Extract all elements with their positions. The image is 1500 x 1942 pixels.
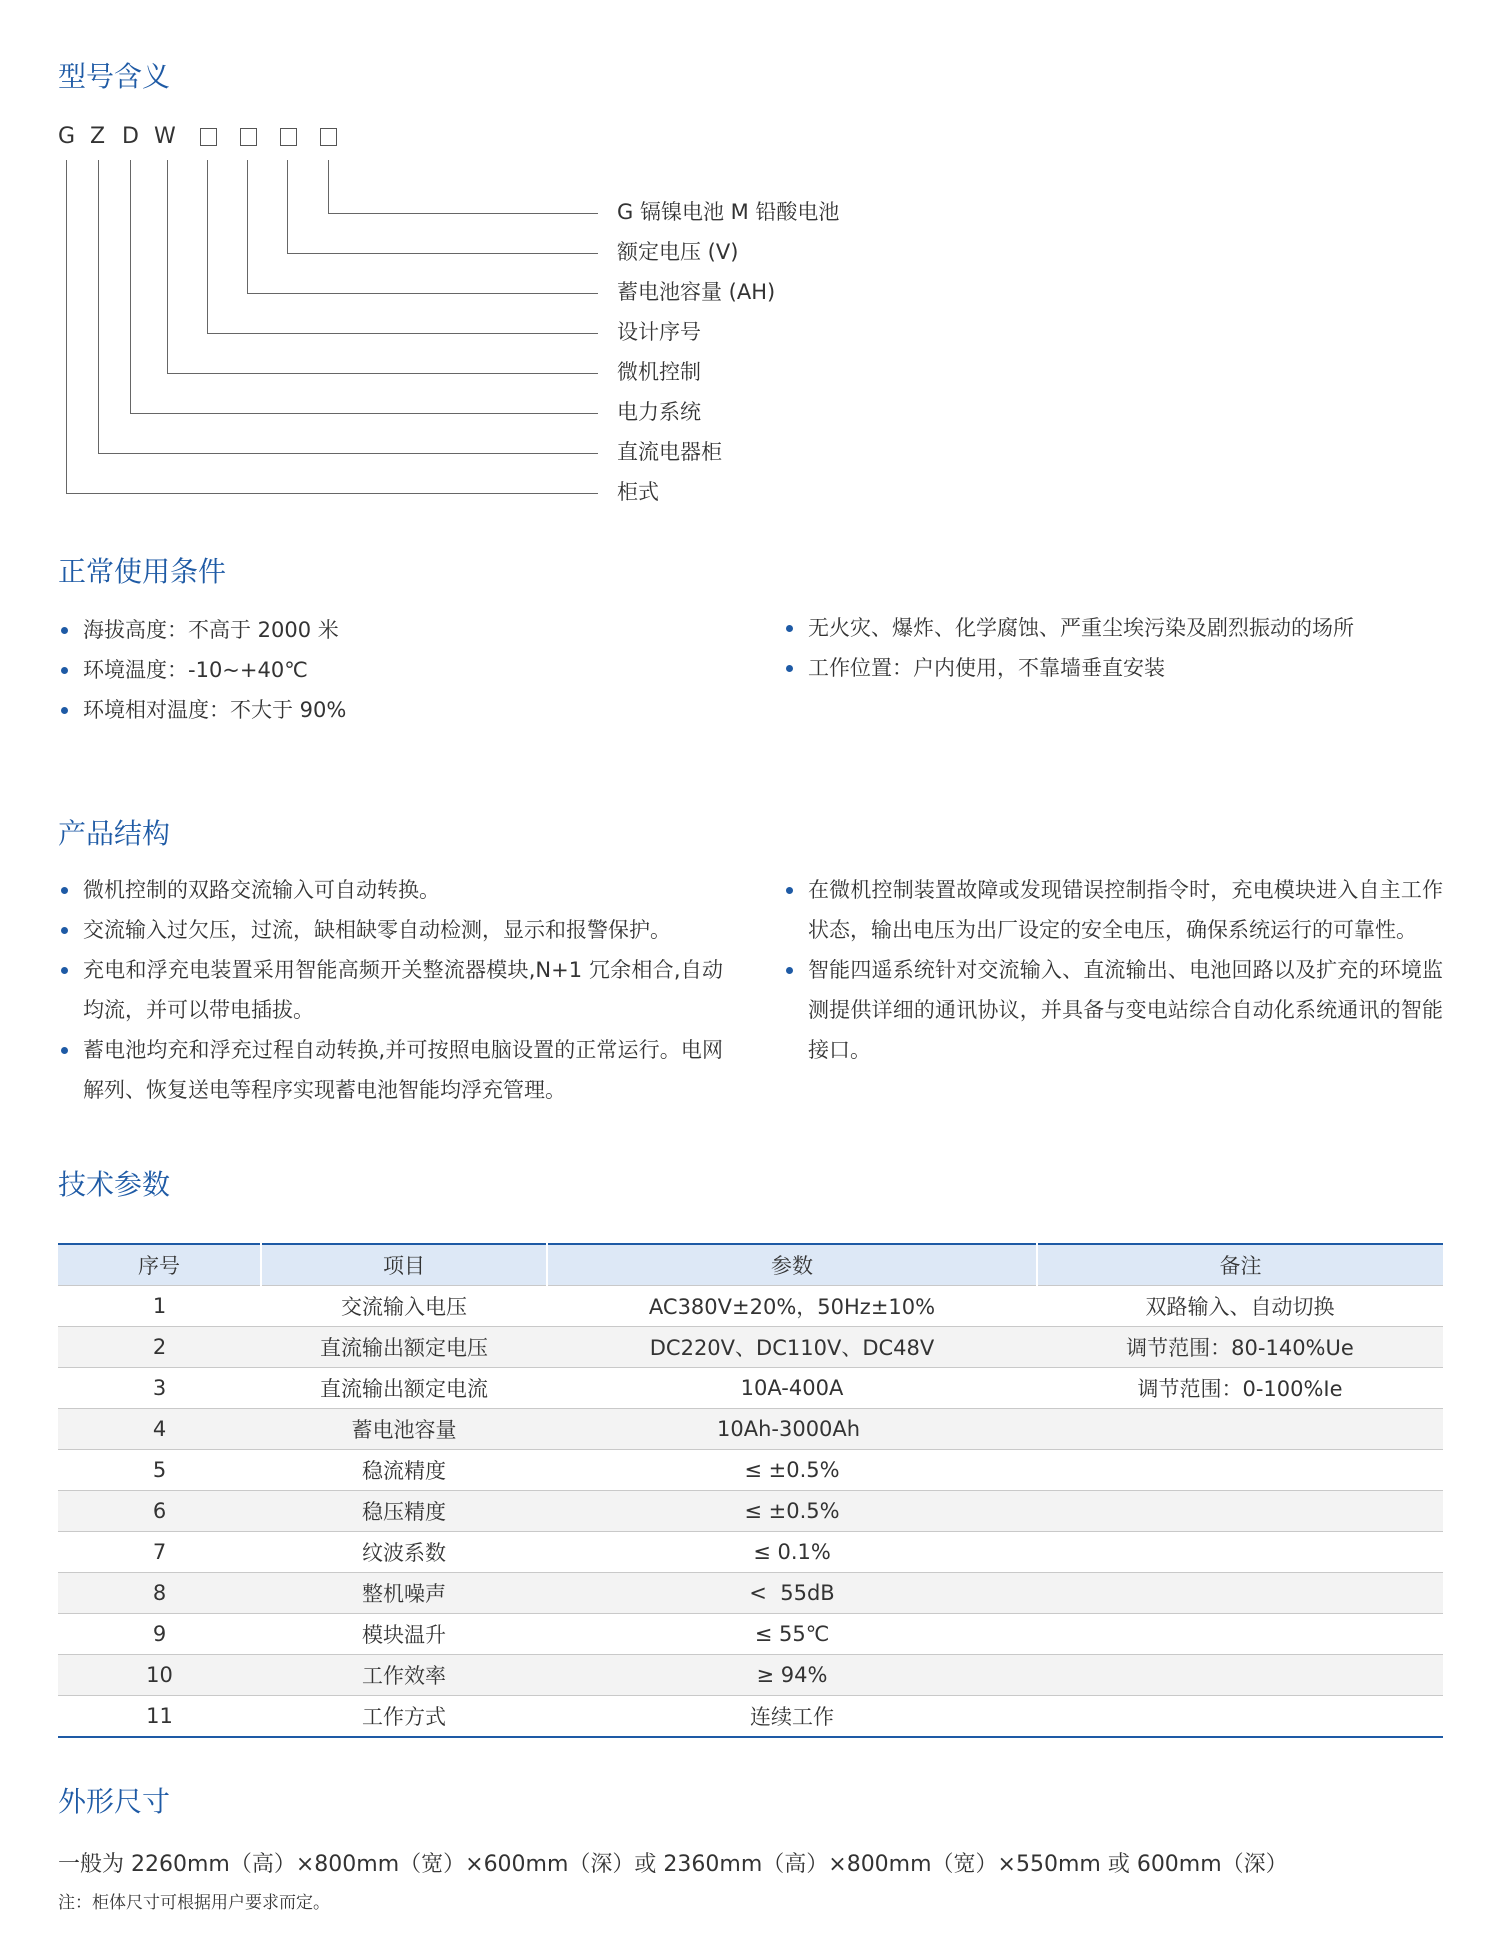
list-item: 无火灾、爆炸、化学腐蚀、严重尘埃污染及剧烈振动的场所 (783, 608, 1463, 648)
table-cell: ≥ 94% (547, 1655, 1037, 1696)
table-cell: ≤ ±0.5% (547, 1450, 1037, 1491)
bullet-icon (61, 967, 68, 974)
bullet-icon (786, 665, 793, 672)
table-cell: 直流输出额定电压 (261, 1327, 547, 1368)
table-row (58, 1655, 1443, 1696)
table-cell: 6 (58, 1491, 261, 1532)
table-cell: 1 (58, 1286, 261, 1327)
connector-line (98, 453, 598, 454)
list-item: 蓄电池均充和浮充过程自动转换,并可按照电脑设置的正常运行。电网解列、恢复送电等程序实现蓄电池智能均浮充管理。 (58, 1030, 723, 1110)
connector-line (66, 160, 67, 493)
list-item: 微机控制的双路交流输入可自动转换。 (58, 870, 723, 910)
table-row (58, 1696, 1443, 1738)
table-cell: 工作效率 (261, 1655, 547, 1696)
table-row (58, 1327, 1443, 1368)
table-cell (1037, 1696, 1443, 1738)
table-row (58, 1286, 1443, 1327)
table-cell: 5 (58, 1450, 261, 1491)
dimensions-note: 注：柜体尺寸可根据用户要求而定。 (58, 1893, 330, 1913)
table-cell: 双路输入、自动切换 (1037, 1286, 1443, 1327)
connector-line (328, 213, 598, 214)
table-cell: AC380V±20%，50Hz±10% (547, 1286, 1037, 1327)
list-item: 交流输入过欠压，过流，缺相缺零自动检测，显示和报警保护。 (58, 910, 723, 950)
table-row (58, 1614, 1443, 1655)
connector-line (287, 253, 598, 254)
table-cell: 3 (58, 1368, 261, 1409)
table-cell: 直流输出额定电流 (261, 1368, 547, 1409)
bullet-icon (61, 1047, 68, 1054)
bullet-icon (786, 887, 793, 894)
table-cell: 7 (58, 1532, 261, 1573)
table-cell: 10 (58, 1655, 261, 1696)
structure-list-right (783, 870, 1443, 1070)
bullet-icon (786, 625, 793, 632)
table-cell: ≤ ±0.5% (547, 1491, 1037, 1532)
bullet-icon (61, 887, 68, 894)
table-cell (1037, 1409, 1443, 1450)
column-header: 参数 (547, 1244, 1037, 1286)
code-letter: W (154, 124, 176, 149)
model-title: 型号含义 (58, 60, 171, 93)
code-placeholder-box (320, 124, 360, 153)
table-cell: ≤ 0.1% (547, 1532, 1037, 1573)
table-cell: DC220V、DC110V、DC48V (547, 1327, 1037, 1368)
connector-line (130, 413, 598, 414)
table-cell: 蓄电池容量 (261, 1409, 547, 1450)
table-cell: 10A-400A (547, 1368, 1037, 1409)
list-item: 环境相对温度：不大于 90% (58, 690, 718, 730)
table-row (58, 1409, 1443, 1450)
table-cell: 9 (58, 1614, 261, 1655)
connector-line (66, 493, 598, 494)
table-cell (1037, 1655, 1443, 1696)
conditions-title: 正常使用条件 (58, 555, 227, 588)
table-cell (1037, 1573, 1443, 1614)
table-cell: 调节范围：0-100%Ie (1037, 1368, 1443, 1409)
model-label: 直流电器柜 (617, 440, 722, 464)
model-label: 电力系统 (617, 400, 701, 424)
dimensions-title: 外形尺寸 (58, 1785, 171, 1818)
model-code (58, 124, 360, 153)
table-cell: 10Ah-3000Ah (547, 1409, 1037, 1450)
model-label: 额定电压 (V) (617, 240, 739, 264)
code-placeholder-box (200, 124, 240, 153)
code-placeholder-box (240, 124, 280, 153)
bullet-icon (786, 967, 793, 974)
column-header: 项目 (261, 1244, 547, 1286)
table-cell: < 55dB (547, 1573, 1037, 1614)
connector-line (167, 160, 168, 373)
connector-line (247, 160, 248, 293)
tech-params-table (58, 1243, 1443, 1738)
list-item: 充电和浮充电装置采用智能高频开关整流器模块,N+1 冗余相合,自动均流，并可以带电插拔。 (58, 950, 723, 1030)
table-cell: 11 (58, 1696, 261, 1738)
code-placeholder-box (280, 124, 320, 153)
list-item: 在微机控制装置故障或发现错误控制指令时，充电模块进入自主工作状态，输出电压为出厂设定的安全电压，确保系统运行的可靠性。 (783, 870, 1443, 950)
table-cell: 纹波系数 (261, 1532, 547, 1573)
conditions-list-right (783, 608, 1463, 688)
table-cell: 模块温升 (261, 1614, 547, 1655)
table-row (58, 1450, 1443, 1491)
table-row (58, 1491, 1443, 1532)
conditions-list-left (58, 610, 718, 730)
code-letter: D (122, 124, 139, 149)
table-cell (1037, 1532, 1443, 1573)
table-cell (1037, 1614, 1443, 1655)
connector-line (247, 293, 598, 294)
model-label: 蓄电池容量 (AH) (617, 280, 776, 304)
connector-line (328, 160, 329, 213)
code-letter: G (58, 124, 76, 149)
list-item: 海拔高度：不高于 2000 米 (58, 610, 718, 650)
table-cell: 稳流精度 (261, 1450, 547, 1491)
table-row (58, 1368, 1443, 1409)
tech-title: 技术参数 (58, 1168, 171, 1201)
list-item: 工作位置：户内使用，不靠墙垂直安装 (783, 648, 1463, 688)
model-label: 微机控制 (617, 360, 701, 384)
structure-title: 产品结构 (58, 817, 171, 850)
table-cell: 调节范围：80-140%Ue (1037, 1327, 1443, 1368)
column-header: 备注 (1037, 1244, 1443, 1286)
table-cell: 交流输入电压 (261, 1286, 547, 1327)
list-item: 环境温度：-10~+40℃ (58, 650, 718, 690)
connector-line (98, 160, 99, 453)
connector-line (130, 160, 131, 413)
connector-line (167, 373, 598, 374)
table-cell (1037, 1450, 1443, 1491)
table-cell: 2 (58, 1327, 261, 1368)
connector-line (287, 160, 288, 253)
code-letter: Z (90, 124, 106, 149)
model-label: G 镉镍电池 M 铅酸电池 (617, 200, 840, 224)
bullet-icon (61, 707, 68, 714)
table-cell: 稳压精度 (261, 1491, 547, 1532)
table-row (58, 1532, 1443, 1573)
table-row (58, 1573, 1443, 1614)
dimensions-text: 一般为 2260mm（高）×800mm（宽）×600mm（深）或 2360mm（高）×800mm（宽）×550mm 或 600mm（深） (58, 1852, 1288, 1877)
model-label: 柜式 (617, 480, 659, 504)
table-header-row (58, 1244, 1443, 1286)
table-cell: 整机噪声 (261, 1573, 547, 1614)
column-header: 序号 (58, 1244, 261, 1286)
table-cell: ≤ 55℃ (547, 1614, 1037, 1655)
connector-line (207, 333, 598, 334)
bullet-icon (61, 627, 68, 634)
connector-line (207, 160, 208, 333)
structure-list-left (58, 870, 723, 1110)
table-cell: 4 (58, 1409, 261, 1450)
bullet-icon (61, 667, 68, 674)
table-cell: 工作方式 (261, 1696, 547, 1738)
list-item: 智能四遥系统针对交流输入、直流输出、电池回路以及扩充的环境监测提供详细的通讯协议，并具备与变电站综合自动化系统通讯的智能接口。 (783, 950, 1443, 1070)
bullet-icon (61, 927, 68, 934)
table-cell: 连续工作 (547, 1696, 1037, 1738)
table-cell (1037, 1491, 1443, 1532)
table-cell: 8 (58, 1573, 261, 1614)
model-label: 设计序号 (617, 320, 701, 344)
model-section (0, 0, 900, 520)
